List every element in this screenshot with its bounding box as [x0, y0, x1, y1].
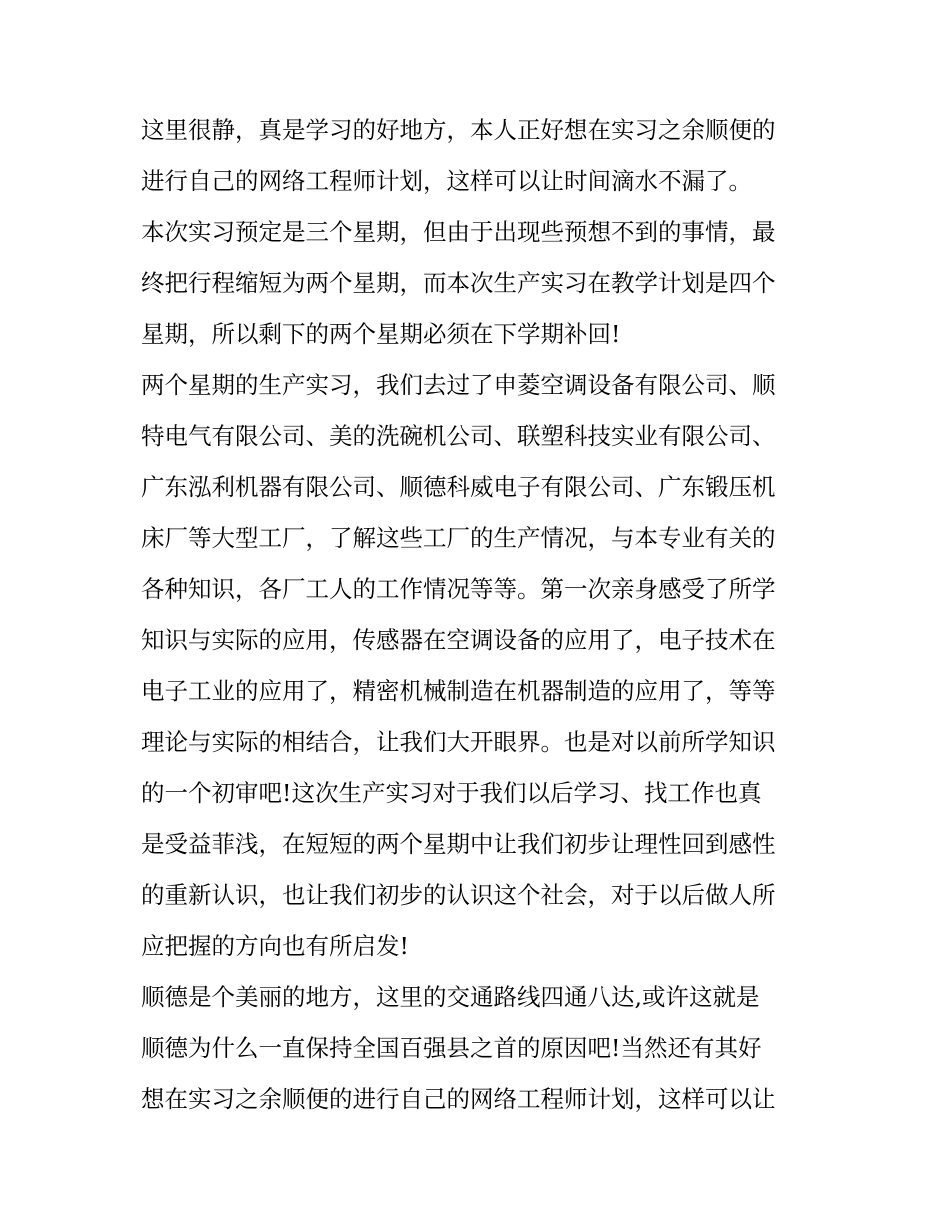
text-line: 的重新认识，也让我们初步的认识这个社会，对于以后做人所 — [141, 881, 776, 909]
text-line: 理论与实际的相结合，让我们大开眼界。也是对以前所学知识 — [141, 728, 776, 756]
body-text — [141, 105, 821, 1125]
text-line: 特电气有限公司、美的洗碗机公司、联塑科技实业有限公司、 — [141, 422, 776, 450]
text-line: 是受益菲浅，在短短的两个星期中让我们初步让理性回到感性 — [141, 830, 776, 858]
text-line: 进行自己的网络工程师计划，这样可以让时间滴水不漏了。 — [141, 167, 752, 195]
text-line: 床厂等大型工厂，了解这些工厂的生产情况，与本专业有关的 — [141, 524, 776, 552]
text-line: 电子工业的应用了，精密机械制造在机器制造的应用了，等等 — [141, 677, 776, 705]
text-line: 应把握的方向也有所启发! — [141, 932, 409, 960]
text-line: 的一个初审吧!这次生产实习对于我们以后学习、找工作也真 — [141, 779, 762, 807]
text-line: 这里很静，真是学习的好地方，本人正好想在实习之余顺便的 — [141, 116, 776, 144]
text-line: 知识与实际的应用，传感器在空调设备的应用了，电子技术在 — [141, 626, 776, 654]
text-line: 终把行程缩短为两个星期，而本次生产实习在教学计划是四个 — [141, 269, 776, 297]
text-line: 两个星期的生产实习，我们去过了申菱空调设备有限公司、顺 — [141, 371, 776, 399]
text-line: 本次实习预定是三个星期，但由于出现些预想不到的事情，最 — [141, 218, 776, 246]
text-line: 星期，所以剩下的两个星期必须在下学期补回! — [141, 320, 621, 348]
text-line: 顺德为什么一直保持全国百强县之首的原因吧!当然还有其好 — [141, 1034, 762, 1062]
text-line: 想在实习之余顺便的进行自己的网络工程师计划，这样可以让 — [141, 1085, 776, 1113]
text-line: 顺德是个美丽的地方，这里的交通路线四通八达,或许这就是 — [141, 983, 760, 1011]
text-line: 广东泓利机器有限公司、顺德科威电子有限公司、广东锻压机 — [141, 473, 776, 501]
text-line: 各种知识，各厂工人的工作情况等等。第一次亲身感受了所学 — [141, 575, 776, 603]
